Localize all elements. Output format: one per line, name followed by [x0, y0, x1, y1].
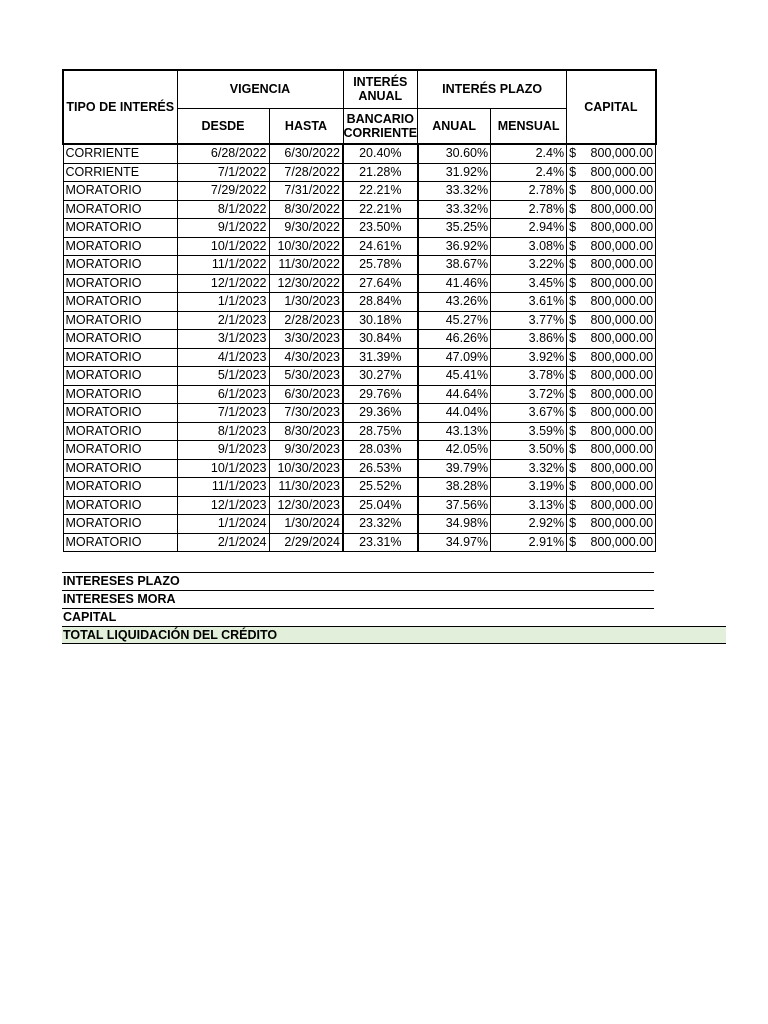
- table-row: [63, 237, 656, 256]
- cell-anual: 46.26%: [418, 330, 491, 349]
- cell-capital: [567, 459, 656, 478]
- capital-amount: 800,000.00: [590, 460, 654, 475]
- currency-symbol: $: [569, 497, 577, 512]
- cell-tipo: MORATORIO: [63, 200, 177, 219]
- cell-mensual: 3.72%: [491, 385, 567, 404]
- cell-desde: 12/1/2023: [177, 496, 269, 515]
- table-row: [63, 219, 656, 238]
- cell-bancario-corriente: 27.64%: [343, 274, 418, 293]
- currency-symbol: $: [569, 238, 577, 253]
- cell-tipo: MORATORIO: [63, 274, 177, 293]
- cell-bancario-corriente: 26.53%: [343, 459, 418, 478]
- cell-capital: [567, 219, 656, 238]
- cell-anual: 41.46%: [418, 274, 491, 293]
- cell-mensual: 2.78%: [491, 182, 567, 201]
- cell-hasta: 5/30/2023: [269, 367, 343, 386]
- cell-tipo: MORATORIO: [63, 293, 177, 312]
- cell-bancario-corriente: 23.32%: [343, 515, 418, 534]
- header-interes-anual: INTERÉS ANUAL: [343, 70, 418, 108]
- cell-bancario-corriente: 30.84%: [343, 330, 418, 349]
- cell-bancario-corriente: 30.18%: [343, 311, 418, 330]
- table-row: [63, 441, 656, 460]
- cell-hasta: 4/30/2023: [269, 348, 343, 367]
- currency-symbol: $: [569, 146, 577, 161]
- capital-amount: 800,000.00: [590, 257, 654, 272]
- interest-table: [62, 69, 657, 552]
- cell-capital: [567, 274, 656, 293]
- cell-mensual: 2.4%: [491, 163, 567, 182]
- table-row: [63, 144, 656, 163]
- cell-hasta: 7/30/2023: [269, 404, 343, 423]
- cell-bancario-corriente: 22.21%: [343, 200, 418, 219]
- capital-amount: 800,000.00: [590, 534, 654, 549]
- currency-symbol: $: [569, 349, 577, 364]
- capital-amount: 800,000.00: [590, 146, 654, 161]
- cell-hasta: 1/30/2023: [269, 293, 343, 312]
- cell-hasta: 2/28/2023: [269, 311, 343, 330]
- cell-bancario-corriente: 24.61%: [343, 237, 418, 256]
- table-row: [63, 367, 656, 386]
- interest-table-container: [62, 69, 657, 552]
- cell-mensual: 3.13%: [491, 496, 567, 515]
- cell-anual: 38.67%: [418, 256, 491, 275]
- currency-symbol: $: [569, 220, 577, 235]
- currency-symbol: $: [569, 331, 577, 346]
- summary-section: [62, 572, 726, 644]
- capital-amount: 800,000.00: [590, 497, 654, 512]
- cell-capital: [567, 293, 656, 312]
- table-row: [63, 404, 656, 423]
- capital-amount: 800,000.00: [590, 183, 654, 198]
- header-vigencia: VIGENCIA: [177, 70, 343, 108]
- cell-tipo: MORATORIO: [63, 459, 177, 478]
- cell-hasta: 9/30/2022: [269, 219, 343, 238]
- cell-bancario-corriente: 25.04%: [343, 496, 418, 515]
- cell-anual: 37.56%: [418, 496, 491, 515]
- cell-tipo: MORATORIO: [63, 404, 177, 423]
- cell-hasta: 10/30/2023: [269, 459, 343, 478]
- cell-hasta: 8/30/2023: [269, 422, 343, 441]
- cell-anual: 35.25%: [418, 219, 491, 238]
- table-row: [63, 478, 656, 497]
- cell-tipo: MORATORIO: [63, 385, 177, 404]
- capital-amount: 800,000.00: [590, 479, 654, 494]
- cell-anual: 36.92%: [418, 237, 491, 256]
- cell-desde: 9/1/2023: [177, 441, 269, 460]
- cell-tipo: MORATORIO: [63, 219, 177, 238]
- table-row: [63, 274, 656, 293]
- cell-capital: [567, 256, 656, 275]
- cell-hasta: 7/31/2022: [269, 182, 343, 201]
- cell-tipo: MORATORIO: [63, 330, 177, 349]
- cell-tipo: MORATORIO: [63, 422, 177, 441]
- currency-symbol: $: [569, 275, 577, 290]
- header-capital: CAPITAL: [567, 70, 656, 144]
- cell-mensual: 3.19%: [491, 478, 567, 497]
- cell-desde: 7/29/2022: [177, 182, 269, 201]
- summary-total-row: [62, 626, 726, 644]
- cell-desde: 5/1/2023: [177, 367, 269, 386]
- cell-hasta: 10/30/2022: [269, 237, 343, 256]
- cell-desde: 8/1/2023: [177, 422, 269, 441]
- cell-desde: 10/1/2023: [177, 459, 269, 478]
- cell-capital: [567, 182, 656, 201]
- cell-anual: 45.27%: [418, 311, 491, 330]
- table-row: [63, 348, 656, 367]
- summary-total-label: TOTAL LIQUIDACIÓN DEL CRÉDITO: [63, 628, 278, 642]
- cell-bancario-corriente: 31.39%: [343, 348, 418, 367]
- cell-anual: 45.41%: [418, 367, 491, 386]
- cell-desde: 9/1/2022: [177, 219, 269, 238]
- table-row: [63, 182, 656, 201]
- cell-capital: [567, 144, 656, 163]
- cell-tipo: CORRIENTE: [63, 144, 177, 163]
- cell-anual: 44.04%: [418, 404, 491, 423]
- table-row: [63, 256, 656, 275]
- cell-mensual: 2.91%: [491, 533, 567, 552]
- currency-symbol: $: [569, 516, 577, 531]
- cell-capital: [567, 478, 656, 497]
- cell-bancario-corriente: 29.36%: [343, 404, 418, 423]
- cell-anual: 43.26%: [418, 293, 491, 312]
- capital-amount: 800,000.00: [590, 275, 654, 290]
- cell-hasta: 12/30/2023: [269, 496, 343, 515]
- cell-tipo: MORATORIO: [63, 478, 177, 497]
- table-row: [63, 311, 656, 330]
- cell-mensual: 2.4%: [491, 144, 567, 163]
- cell-bancario-corriente: 21.28%: [343, 163, 418, 182]
- table-row: [63, 163, 656, 182]
- cell-bancario-corriente: 29.76%: [343, 385, 418, 404]
- cell-hasta: 11/30/2023: [269, 478, 343, 497]
- cell-desde: 2/1/2023: [177, 311, 269, 330]
- cell-bancario-corriente: 23.50%: [343, 219, 418, 238]
- capital-amount: 800,000.00: [590, 405, 654, 420]
- cell-mensual: 3.08%: [491, 237, 567, 256]
- capital-amount: 800,000.00: [590, 294, 654, 309]
- cell-anual: 39.79%: [418, 459, 491, 478]
- cell-hasta: 7/28/2022: [269, 163, 343, 182]
- cell-mensual: 3.59%: [491, 422, 567, 441]
- capital-amount: 800,000.00: [590, 368, 654, 383]
- cell-capital: [567, 422, 656, 441]
- header-mensual: MENSUAL: [491, 108, 567, 144]
- cell-bancario-corriente: 25.78%: [343, 256, 418, 275]
- cell-tipo: MORATORIO: [63, 533, 177, 552]
- table-row: [63, 293, 656, 312]
- cell-mensual: 2.94%: [491, 219, 567, 238]
- cell-desde: 8/1/2022: [177, 200, 269, 219]
- cell-capital: [567, 348, 656, 367]
- cell-desde: 11/1/2022: [177, 256, 269, 275]
- cell-mensual: 3.92%: [491, 348, 567, 367]
- table-row: [63, 496, 656, 515]
- currency-symbol: $: [569, 423, 577, 438]
- table-row: [63, 330, 656, 349]
- cell-bancario-corriente: 20.40%: [343, 144, 418, 163]
- cell-capital: [567, 385, 656, 404]
- currency-symbol: $: [569, 368, 577, 383]
- cell-anual: 33.32%: [418, 200, 491, 219]
- cell-anual: 43.13%: [418, 422, 491, 441]
- cell-desde: 6/28/2022: [177, 144, 269, 163]
- cell-anual: 38.28%: [418, 478, 491, 497]
- cell-bancario-corriente: 25.52%: [343, 478, 418, 497]
- summary-intereses-plazo: INTERESES PLAZO: [62, 572, 654, 590]
- cell-mensual: 3.78%: [491, 367, 567, 386]
- cell-capital: [567, 163, 656, 182]
- header-anual: ANUAL: [418, 108, 491, 144]
- cell-hasta: 9/30/2023: [269, 441, 343, 460]
- cell-desde: 2/1/2024: [177, 533, 269, 552]
- cell-anual: 34.98%: [418, 515, 491, 534]
- cell-anual: 42.05%: [418, 441, 491, 460]
- capital-amount: 800,000.00: [590, 312, 654, 327]
- cell-anual: 33.32%: [418, 182, 491, 201]
- currency-symbol: $: [569, 460, 577, 475]
- cell-capital: [567, 200, 656, 219]
- cell-tipo: MORATORIO: [63, 256, 177, 275]
- cell-capital: [567, 404, 656, 423]
- table-row: [63, 385, 656, 404]
- cell-hasta: 2/29/2024: [269, 533, 343, 552]
- capital-amount: 800,000.00: [590, 386, 654, 401]
- cell-capital: [567, 496, 656, 515]
- cell-capital: [567, 311, 656, 330]
- capital-amount: 800,000.00: [590, 516, 654, 531]
- currency-symbol: $: [569, 534, 577, 549]
- cell-bancario-corriente: 23.31%: [343, 533, 418, 552]
- currency-symbol: $: [569, 201, 577, 216]
- cell-desde: 11/1/2023: [177, 478, 269, 497]
- cell-capital: [567, 330, 656, 349]
- currency-symbol: $: [569, 386, 577, 401]
- cell-bancario-corriente: 28.84%: [343, 293, 418, 312]
- cell-mensual: 3.22%: [491, 256, 567, 275]
- currency-symbol: $: [569, 183, 577, 198]
- cell-hasta: 6/30/2022: [269, 144, 343, 163]
- summary-intereses-mora: INTERESES MORA: [62, 590, 654, 608]
- cell-anual: 47.09%: [418, 348, 491, 367]
- cell-bancario-corriente: 22.21%: [343, 182, 418, 201]
- cell-tipo: MORATORIO: [63, 496, 177, 515]
- cell-mensual: 3.67%: [491, 404, 567, 423]
- table-row: [63, 533, 656, 552]
- capital-amount: 800,000.00: [590, 331, 654, 346]
- cell-hasta: 6/30/2023: [269, 385, 343, 404]
- capital-amount: 800,000.00: [590, 220, 654, 235]
- cell-anual: 34.97%: [418, 533, 491, 552]
- cell-tipo: MORATORIO: [63, 311, 177, 330]
- cell-bancario-corriente: 28.03%: [343, 441, 418, 460]
- cell-anual: 44.64%: [418, 385, 491, 404]
- table-row: [63, 200, 656, 219]
- table-header: [63, 70, 656, 144]
- cell-tipo: MORATORIO: [63, 367, 177, 386]
- cell-desde: 6/1/2023: [177, 385, 269, 404]
- currency-symbol: $: [569, 442, 577, 457]
- cell-hasta: 1/30/2024: [269, 515, 343, 534]
- cell-capital: [567, 515, 656, 534]
- capital-amount: 800,000.00: [590, 423, 654, 438]
- table-row: [63, 422, 656, 441]
- cell-capital: [567, 441, 656, 460]
- cell-desde: 7/1/2022: [177, 163, 269, 182]
- currency-symbol: $: [569, 294, 577, 309]
- cell-mensual: 3.86%: [491, 330, 567, 349]
- cell-tipo: MORATORIO: [63, 441, 177, 460]
- cell-hasta: 11/30/2022: [269, 256, 343, 275]
- table-row: [63, 515, 656, 534]
- cell-desde: 10/1/2022: [177, 237, 269, 256]
- cell-capital: [567, 533, 656, 552]
- cell-desde: 1/1/2024: [177, 515, 269, 534]
- currency-symbol: $: [569, 405, 577, 420]
- cell-mensual: 2.92%: [491, 515, 567, 534]
- capital-amount: 800,000.00: [590, 349, 654, 364]
- capital-amount: 800,000.00: [590, 442, 654, 457]
- capital-amount: 800,000.00: [590, 201, 654, 216]
- summary-capital: CAPITAL: [62, 608, 654, 626]
- header-tipo: TIPO DE INTERÉS: [63, 70, 177, 144]
- cell-mensual: 2.78%: [491, 200, 567, 219]
- table-row: [63, 459, 656, 478]
- currency-symbol: $: [569, 479, 577, 494]
- cell-tipo: CORRIENTE: [63, 163, 177, 182]
- cell-capital: [567, 237, 656, 256]
- header-interes-plazo: INTERÉS PLAZO: [418, 70, 567, 108]
- cell-mensual: 3.32%: [491, 459, 567, 478]
- cell-hasta: 12/30/2022: [269, 274, 343, 293]
- cell-desde: 12/1/2022: [177, 274, 269, 293]
- cell-mensual: 3.77%: [491, 311, 567, 330]
- cell-tipo: MORATORIO: [63, 182, 177, 201]
- currency-symbol: $: [569, 257, 577, 272]
- currency-symbol: $: [569, 312, 577, 327]
- cell-mensual: 3.50%: [491, 441, 567, 460]
- cell-tipo: MORATORIO: [63, 515, 177, 534]
- header-hasta: HASTA: [269, 108, 343, 144]
- cell-desde: 1/1/2023: [177, 293, 269, 312]
- cell-hasta: 3/30/2023: [269, 330, 343, 349]
- cell-tipo: MORATORIO: [63, 348, 177, 367]
- capital-amount: 800,000.00: [590, 238, 654, 253]
- cell-anual: 31.92%: [418, 163, 491, 182]
- cell-tipo: MORATORIO: [63, 237, 177, 256]
- cell-mensual: 3.45%: [491, 274, 567, 293]
- cell-bancario-corriente: 28.75%: [343, 422, 418, 441]
- cell-capital: [567, 367, 656, 386]
- cell-hasta: 8/30/2022: [269, 200, 343, 219]
- capital-amount: 800,000.00: [590, 164, 654, 179]
- table-body: [63, 144, 656, 552]
- cell-mensual: 3.61%: [491, 293, 567, 312]
- currency-symbol: $: [569, 164, 577, 179]
- header-bancario-corriente: BANCARIO CORRIENTE: [343, 108, 418, 144]
- cell-desde: 4/1/2023: [177, 348, 269, 367]
- header-desde: DESDE: [177, 108, 269, 144]
- cell-desde: 7/1/2023: [177, 404, 269, 423]
- cell-anual: 30.60%: [418, 144, 491, 163]
- cell-bancario-corriente: 30.27%: [343, 367, 418, 386]
- cell-desde: 3/1/2023: [177, 330, 269, 349]
